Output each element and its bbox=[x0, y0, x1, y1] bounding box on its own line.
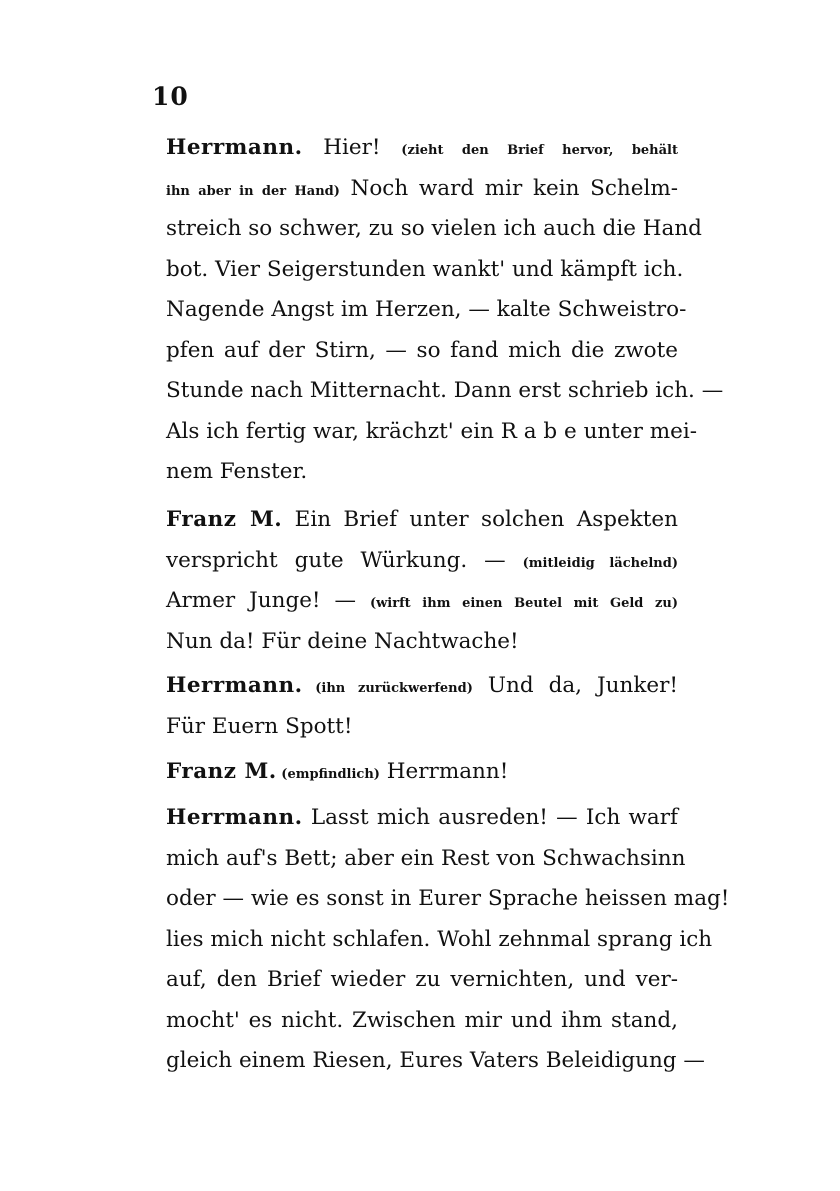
speaker-name: Herrmann. bbox=[166, 135, 303, 160]
text-line: mich auf's Bett; aber ein Rest von Schwachsinn bbox=[166, 845, 686, 871]
text-line bbox=[166, 541, 678, 582]
text-line: streich so schwer, zu so vielen ich auch die Hand bbox=[166, 216, 702, 241]
page-number: 10 bbox=[152, 82, 189, 111]
text-line: bot. Vier Seigerstunden wankt' und kämpft ich. bbox=[166, 256, 684, 282]
stage-direction: (zieht den Brief hervor, behält bbox=[401, 143, 678, 158]
text-line: auf, den Brief wieder zu vernichten, und ver- bbox=[166, 967, 678, 992]
text-line: mocht' es nicht. Zwischen mir und ihm stand, bbox=[166, 1007, 678, 1033]
text-line bbox=[166, 798, 678, 839]
text-line bbox=[166, 169, 678, 210]
stage-direction: (mitleidig lächelnd) bbox=[522, 555, 679, 571]
dialogue-text: Noch ward mir kein Schelm- bbox=[339, 175, 678, 201]
text-line: oder — wie es sonst in Eurer Sprache heissen mag! bbox=[166, 886, 730, 911]
speaker-name: Herrmann. bbox=[166, 805, 303, 830]
text-line: lies mich nicht schlafen. Wohl zehnmal sprang ich bbox=[166, 926, 713, 952]
dialogue-text: Herrmann! bbox=[379, 759, 509, 784]
stage-direction: (ihn zurückwerfend) bbox=[302, 681, 473, 696]
dialogue-text: Lasst mich ausreden! — Ich warf bbox=[302, 805, 678, 830]
speech-herrmann-2 bbox=[166, 666, 678, 747]
text-line bbox=[166, 500, 678, 541]
text-line bbox=[166, 128, 678, 169]
dialogue-text: Armer Junge! — bbox=[166, 588, 370, 613]
text-line: Nagende Angst im Herzen, — kalte Schweistro- bbox=[166, 297, 687, 322]
text-line bbox=[166, 581, 678, 622]
speaker-name: Herrmann. bbox=[166, 673, 303, 698]
text-line bbox=[166, 752, 678, 793]
text-line: Stunde nach Mitternacht. Dann erst schrieb ich. — bbox=[166, 378, 724, 403]
stage-direction: ihn aber in der Hand) bbox=[166, 183, 340, 199]
speech-franz-2 bbox=[166, 752, 678, 793]
text-line bbox=[166, 666, 678, 707]
text-line: Als ich fertig war, krächzt' ein R a b e unter mei- bbox=[166, 418, 698, 444]
speaker-name: Franz M. bbox=[166, 759, 277, 784]
dialogue-text: Hier! bbox=[302, 135, 402, 160]
speech-franz-1 bbox=[166, 500, 678, 662]
stage-direction: (wirft ihm einen Beutel mit Geld zu) bbox=[369, 596, 678, 611]
text-line: pfen auf der Stirn, — so fand mich die zwote bbox=[166, 337, 678, 363]
text-line: gleich einem Riesen, Eures Vaters Beleidigung — bbox=[166, 1048, 705, 1073]
speech-herrmann-3 bbox=[166, 798, 730, 1082]
speaker-name: Franz M. bbox=[166, 507, 283, 532]
text-line: Für Euern Spott! bbox=[166, 713, 353, 739]
speech-herrmann-1 bbox=[166, 128, 724, 493]
dialogue-text: Und da, Junker! bbox=[472, 673, 678, 698]
dialogue-text: Ein Brief unter solchen Aspekten bbox=[282, 507, 679, 532]
text-line: nem Fenster. bbox=[166, 459, 308, 484]
dialogue-text: verspricht gute Würkung. — bbox=[166, 547, 523, 573]
stage-direction: (empfindlich) bbox=[276, 767, 380, 782]
text-line: Nun da! Für deine Nachtwache! bbox=[166, 628, 519, 654]
